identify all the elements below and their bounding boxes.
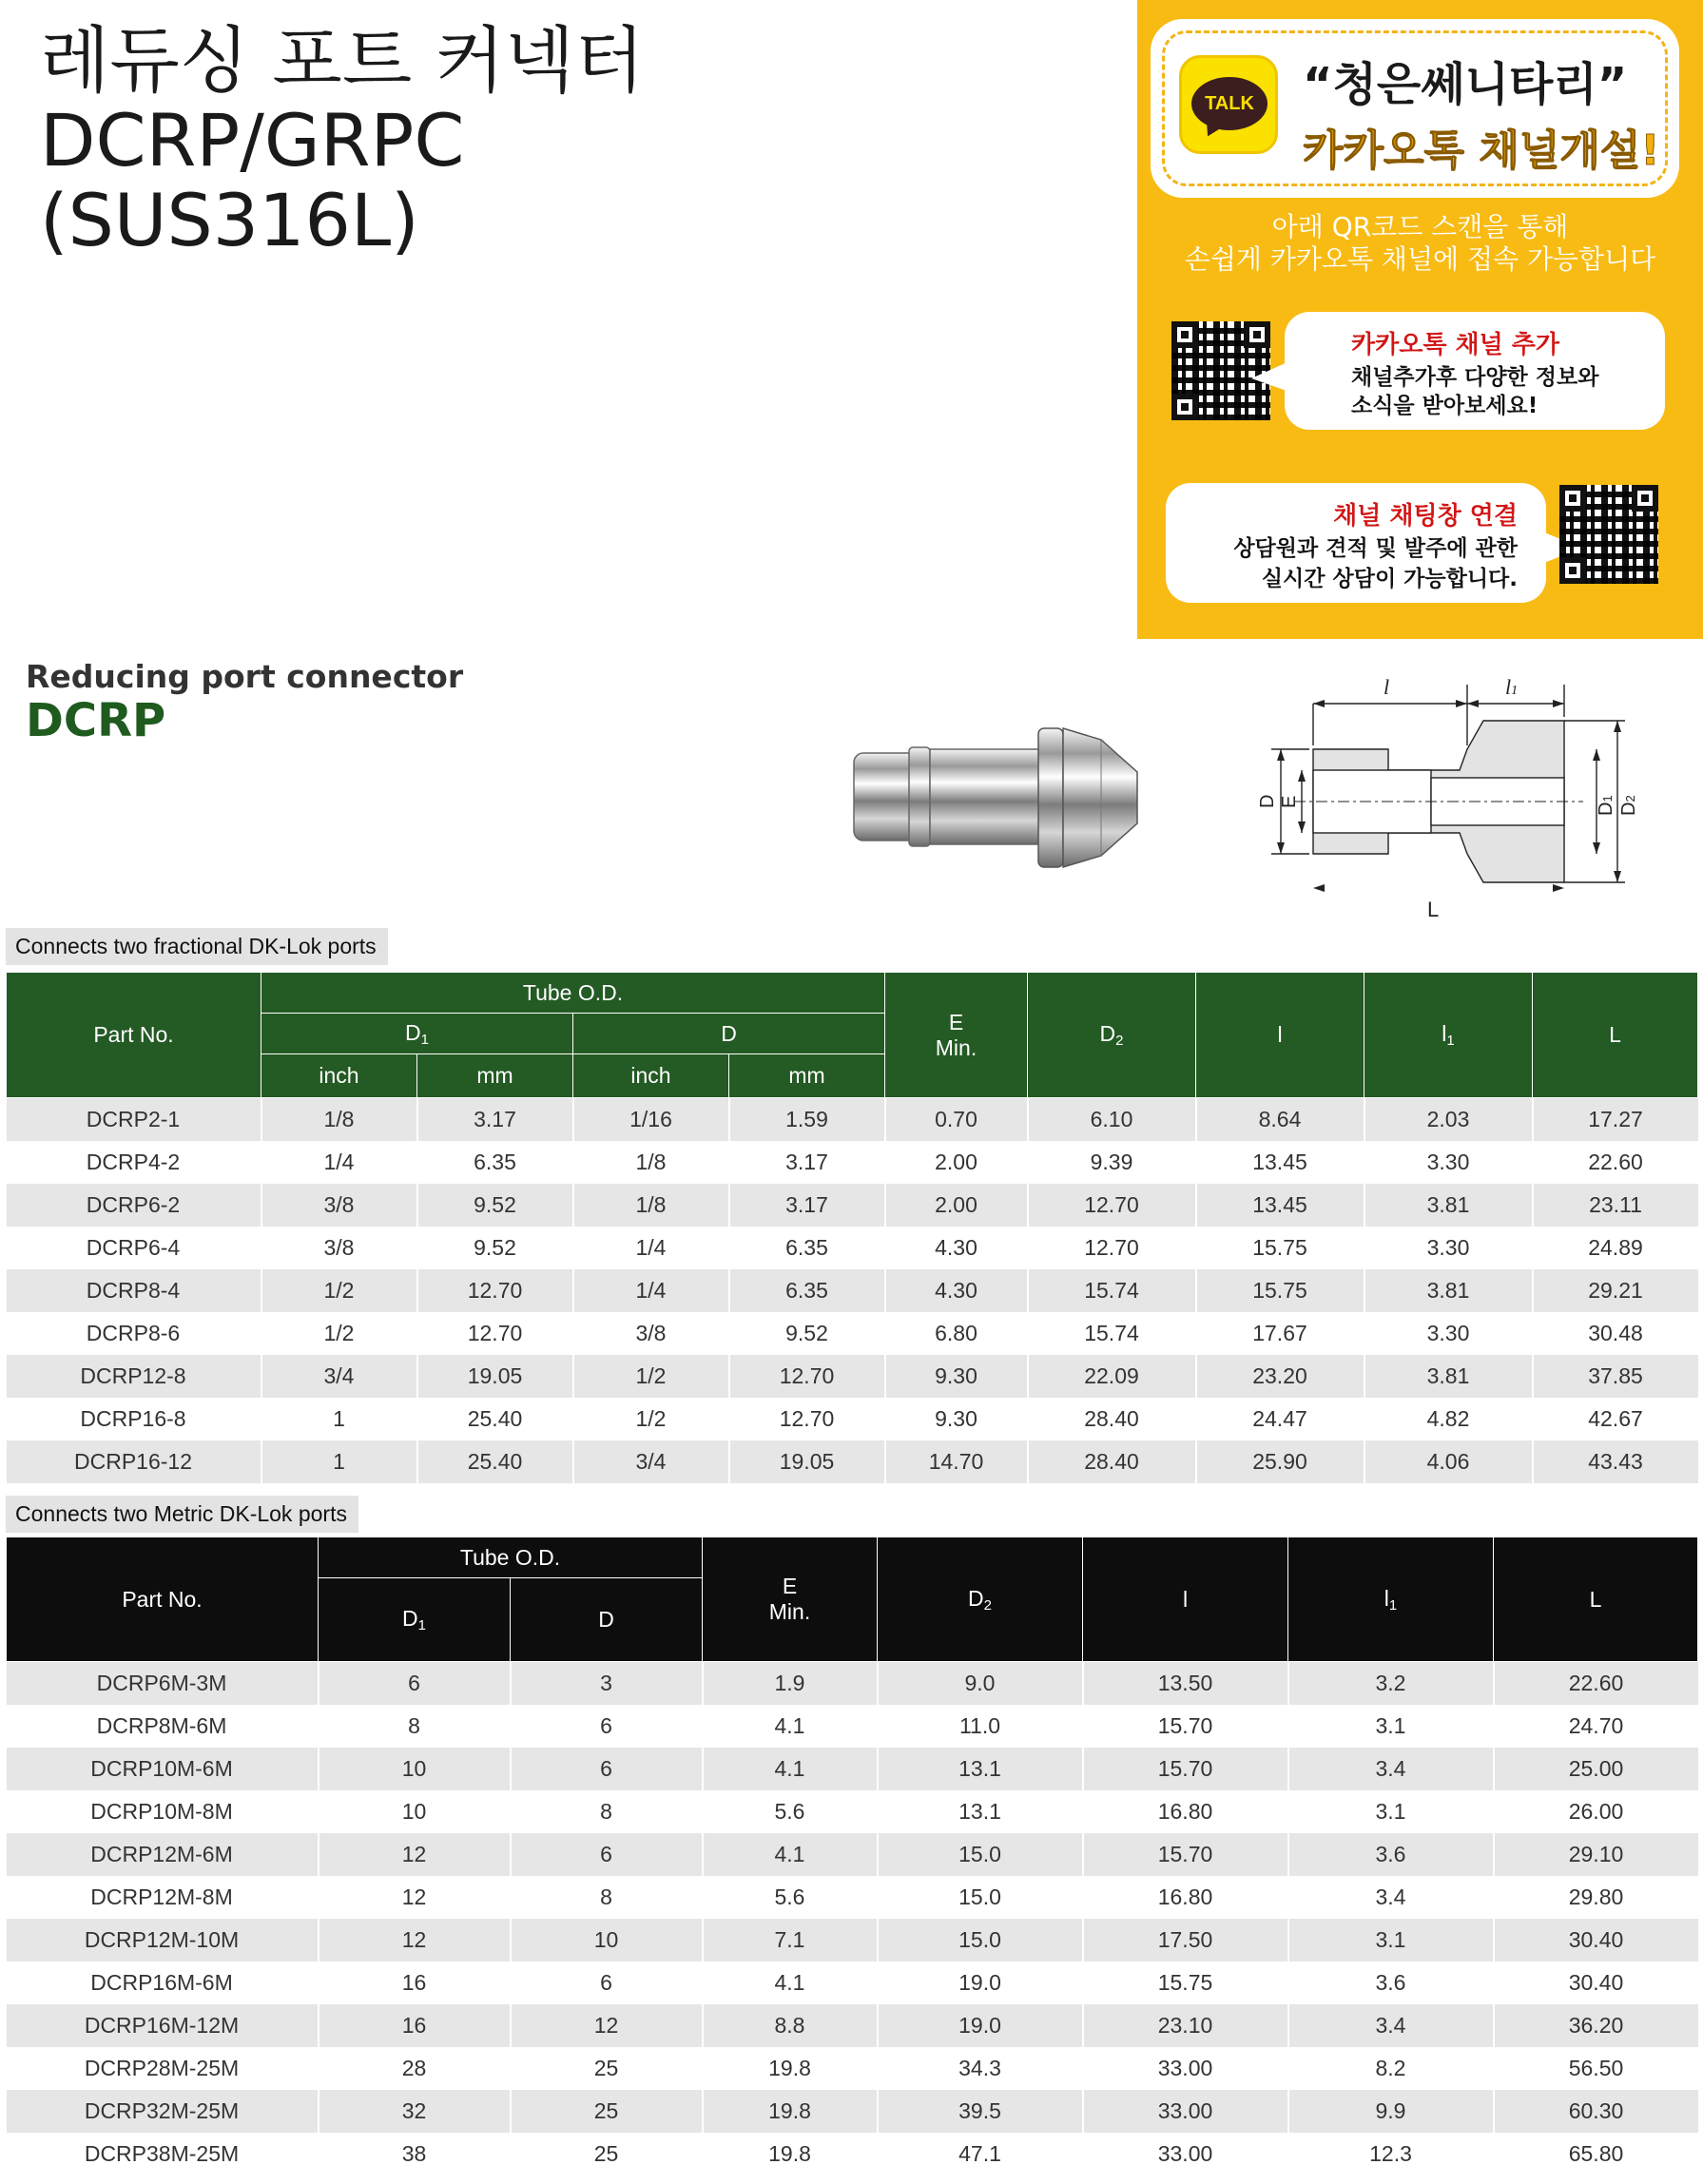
table-cell: 6 — [511, 1705, 703, 1748]
table-cell: 15.0 — [878, 1833, 1083, 1876]
col-tube-od: Tube O.D. — [261, 973, 885, 1014]
table-cell: 3.17 — [417, 1098, 573, 1141]
table-cell: 15.75 — [1196, 1269, 1364, 1312]
table-cell: 3.6 — [1288, 1962, 1494, 2004]
table-cell: 3.81 — [1364, 1355, 1533, 1398]
part-number-cell: DCRP12-8 — [7, 1355, 261, 1398]
table-cell: 8 — [511, 1876, 703, 1919]
table-cell: 13.1 — [878, 1748, 1083, 1790]
col-tube-od: Tube O.D. — [319, 1537, 703, 1578]
part-number-cell: DCRP12M-10M — [7, 1919, 319, 1962]
table-cell: 28.40 — [1028, 1440, 1196, 1483]
table-cell: 6.35 — [729, 1269, 885, 1312]
qr-finder — [1559, 485, 1586, 512]
table-cell: 3.17 — [729, 1141, 885, 1184]
table-cell: 23.11 — [1533, 1184, 1698, 1227]
table-cell: 15.70 — [1083, 1705, 1288, 1748]
table-cell: 3 — [511, 1662, 703, 1705]
table-cell: 15.70 — [1083, 1748, 1288, 1790]
table-cell: 1.59 — [729, 1098, 885, 1141]
table-cell: 36.20 — [1494, 2004, 1698, 2047]
part-number-cell: DCRP38M-25M — [7, 2133, 319, 2175]
table-cell: 19.0 — [878, 2004, 1083, 2047]
table-cell: 25.40 — [417, 1440, 573, 1483]
kakao-channel-card — [1151, 19, 1679, 198]
table-cell: 15.74 — [1028, 1312, 1196, 1355]
table-cell: 2.00 — [885, 1184, 1028, 1227]
table-cell: 9.52 — [729, 1312, 885, 1355]
table-cell: 1/2 — [573, 1355, 729, 1398]
table-cell: 13.45 — [1196, 1141, 1364, 1184]
product-code: DCRP — [26, 694, 166, 747]
col-l1: $l_1$ — [1364, 973, 1533, 1098]
table-cell: 1/16 — [573, 1098, 729, 1141]
col-d-mm: mm — [729, 1054, 885, 1098]
table-cell: 12.70 — [1028, 1227, 1196, 1269]
dim-L-label: L — [1427, 898, 1440, 921]
page-title — [40, 18, 645, 262]
table-row — [7, 1833, 1698, 1876]
table-cell: 3.30 — [1364, 1227, 1533, 1269]
table-cell: 12.70 — [729, 1398, 885, 1440]
table-cell: 3/4 — [261, 1355, 417, 1398]
part-number-cell: DCRP8-6 — [7, 1312, 261, 1355]
table-cell: 56.50 — [1494, 2047, 1698, 2090]
table-row — [7, 1184, 1698, 1227]
table-cell: 6 — [319, 1662, 511, 1705]
table-cell: 19.0 — [878, 1962, 1083, 2004]
table-cell: 10 — [511, 1919, 703, 1962]
chat-channel-line1: 상담원과 견적 및 발주에 관한 — [1233, 536, 1518, 561]
table-cell: 23.20 — [1196, 1355, 1364, 1398]
table-cell: 3.81 — [1364, 1269, 1533, 1312]
table-cell: 37.85 — [1533, 1355, 1698, 1398]
table-cell: 3.1 — [1288, 1705, 1494, 1748]
part-number-cell: DCRP16-12 — [7, 1440, 261, 1483]
fractional-spec-table — [6, 972, 1698, 1483]
table-cell: 25 — [511, 2133, 703, 2175]
table-cell: 1.9 — [703, 1662, 878, 1705]
qr-finder — [1244, 321, 1270, 348]
table-row — [7, 1398, 1698, 1440]
table-cell: 7.1 — [703, 1919, 878, 1962]
table-cell: 65.80 — [1494, 2133, 1698, 2175]
banner-description — [1137, 211, 1703, 276]
table-cell: 33.00 — [1083, 2090, 1288, 2133]
qr-finder — [1632, 485, 1658, 512]
table-cell: 19.05 — [417, 1355, 573, 1398]
table-cell: 3.4 — [1288, 1748, 1494, 1790]
table-row — [7, 1748, 1698, 1790]
table-cell: 6 — [511, 1833, 703, 1876]
add-channel-line2: 소식을 받아보세요! — [1351, 394, 1539, 418]
part-number-cell: DCRP10M-6M — [7, 1748, 319, 1790]
metric-caption: Connects two Metric DK-Lok ports — [6, 1496, 358, 1533]
part-number-cell: DCRP12M-6M — [7, 1833, 319, 1876]
add-channel-bubble — [1285, 312, 1665, 430]
table-cell: 1/4 — [573, 1227, 729, 1269]
table-row — [7, 1790, 1698, 1833]
table-cell: 0.70 — [885, 1098, 1028, 1141]
col-d: D — [573, 1014, 885, 1054]
qr-finder — [1559, 557, 1586, 584]
add-channel-title: 카카오톡 채널 추가 — [1351, 331, 1560, 359]
chat-channel-bubble — [1166, 483, 1546, 603]
product-photo — [852, 715, 1147, 886]
chat-channel-line2: 실시간 상담이 가능합니다. — [1261, 567, 1518, 591]
qr-code-chat[interactable] — [1559, 485, 1658, 584]
table-cell: 25 — [511, 2090, 703, 2133]
table-cell: 13.50 — [1083, 1662, 1288, 1705]
table-cell: 9.39 — [1028, 1141, 1196, 1184]
table-cell: 1/8 — [573, 1184, 729, 1227]
table-row — [7, 1440, 1698, 1483]
fractional-table-body — [7, 1098, 1698, 1483]
table-cell: 19.05 — [729, 1440, 885, 1483]
table-cell: 25.00 — [1494, 1748, 1698, 1790]
table-cell: 8.64 — [1196, 1098, 1364, 1141]
table-cell: 15.70 — [1083, 1833, 1288, 1876]
table-cell: 28 — [319, 2047, 511, 2090]
table-cell: 25.40 — [417, 1398, 573, 1440]
table-cell: 12.70 — [1028, 1184, 1196, 1227]
talk-bubble-icon: TALK — [1191, 77, 1268, 130]
part-number-cell: DCRP12M-8M — [7, 1876, 319, 1919]
table-row — [7, 2133, 1698, 2175]
col-d2: $D_2$ — [878, 1537, 1083, 1662]
col-l: l — [1196, 973, 1364, 1098]
part-number-cell: DCRP8M-6M — [7, 1705, 319, 1748]
table-cell: 6.80 — [885, 1312, 1028, 1355]
table-cell: 38 — [319, 2133, 511, 2175]
table-cell: 22.60 — [1494, 1662, 1698, 1705]
table-row — [7, 1227, 1698, 1269]
table-cell: 1/4 — [573, 1269, 729, 1312]
table-cell: 9.0 — [878, 1662, 1083, 1705]
table-row — [7, 1662, 1698, 1705]
table-cell: 32 — [319, 2090, 511, 2133]
channel-open-text: 카카오톡 채널개설! — [1303, 126, 1660, 175]
col-d1: $D_1$ — [261, 1014, 573, 1054]
table-cell: 12 — [319, 1919, 511, 1962]
table-cell: 8.8 — [703, 2004, 878, 2047]
table-cell: 12 — [319, 1876, 511, 1919]
table-cell: 24.70 — [1494, 1705, 1698, 1748]
table-cell: 4.1 — [703, 1962, 878, 2004]
table-cell: 25 — [511, 2047, 703, 2090]
table-cell: 4.82 — [1364, 1398, 1533, 1440]
table-cell: 1/8 — [261, 1098, 417, 1141]
table-cell: 19.8 — [703, 2047, 878, 2090]
table-cell: 33.00 — [1083, 2133, 1288, 2175]
table-cell: 16.80 — [1083, 1876, 1288, 1919]
table-cell: 6.10 — [1028, 1098, 1196, 1141]
table-cell: 4.06 — [1364, 1440, 1533, 1483]
table-cell: 23.10 — [1083, 2004, 1288, 2047]
table-cell: 12.70 — [417, 1312, 573, 1355]
table-cell: 33.00 — [1083, 2047, 1288, 2090]
table-cell: 1 — [261, 1440, 417, 1483]
part-number-cell: DCRP2-1 — [7, 1098, 261, 1141]
table-cell: 2.03 — [1364, 1098, 1533, 1141]
table-row — [7, 1876, 1698, 1919]
table-cell: 13.1 — [878, 1790, 1083, 1833]
fractional-caption: Connects two fractional DK-Lok ports — [6, 928, 388, 965]
table-cell: 30.48 — [1533, 1312, 1698, 1355]
table-cell: 8 — [511, 1790, 703, 1833]
table-cell: 9.9 — [1288, 2090, 1494, 2133]
table-cell: 16.80 — [1083, 1790, 1288, 1833]
table-cell: 30.40 — [1494, 1962, 1698, 2004]
table-cell: 12.70 — [417, 1269, 573, 1312]
col-L: L — [1494, 1537, 1698, 1662]
table-cell: 3.6 — [1288, 1833, 1494, 1876]
col-L: L — [1533, 973, 1698, 1098]
table-cell: 22.09 — [1028, 1355, 1196, 1398]
dim-l1-label: l1 — [1505, 675, 1519, 699]
table-cell: 3.17 — [729, 1184, 885, 1227]
part-number-cell: DCRP6-2 — [7, 1184, 261, 1227]
table-cell: 28.40 — [1028, 1398, 1196, 1440]
table-cell: 4.30 — [885, 1227, 1028, 1269]
kakaotalk-icon — [1179, 55, 1278, 154]
table-cell: 4.30 — [885, 1269, 1028, 1312]
table-cell: 3.81 — [1364, 1184, 1533, 1227]
table-cell: 2.00 — [885, 1141, 1028, 1184]
table-cell: 42.67 — [1533, 1398, 1698, 1440]
table-cell: 17.50 — [1083, 1919, 1288, 1962]
table-cell: 26.00 — [1494, 1790, 1698, 1833]
chat-channel-title: 채널 채팅창 연결 — [1333, 502, 1518, 531]
banner-desc-line2: 손쉽게 카카오톡 채널에 접속 가능합니다 — [1184, 243, 1656, 275]
part-number-cell: DCRP8-4 — [7, 1269, 261, 1312]
table-cell: 17.67 — [1196, 1312, 1364, 1355]
table-cell: 60.30 — [1494, 2090, 1698, 2133]
table-cell: 3.1 — [1288, 1919, 1494, 1962]
table-cell: 12.70 — [729, 1355, 885, 1398]
col-l1: $l_1$ — [1288, 1537, 1494, 1662]
part-number-cell: DCRP10M-8M — [7, 1790, 319, 1833]
table-row — [7, 1269, 1698, 1312]
table-cell: 1/8 — [573, 1141, 729, 1184]
table-cell: 3.30 — [1364, 1312, 1533, 1355]
table-cell: 15.0 — [878, 1919, 1083, 1962]
table-cell: 3/8 — [261, 1227, 417, 1269]
metric-table-body — [7, 1662, 1698, 2175]
dim-E-label: E — [1279, 795, 1300, 808]
channel-name: “청은쎄니타리” — [1303, 58, 1628, 111]
table-cell: 16 — [319, 2004, 511, 2047]
table-cell: 25.90 — [1196, 1440, 1364, 1483]
table-cell: 29.10 — [1494, 1833, 1698, 1876]
title-material: (SUS316L) — [40, 178, 419, 262]
table-cell: 4.1 — [703, 1748, 878, 1790]
table-row — [7, 2047, 1698, 2090]
table-cell: 19.8 — [703, 2133, 878, 2175]
table-cell: 1 — [261, 1398, 417, 1440]
table-cell: 47.1 — [878, 2133, 1083, 2175]
title-korean: 레듀싱 포트 커넥터 — [40, 18, 645, 103]
dim-l-label: l — [1384, 675, 1390, 699]
table-cell: 9.52 — [417, 1227, 573, 1269]
table-cell: 12 — [319, 1833, 511, 1876]
table-cell: 4.1 — [703, 1833, 878, 1876]
table-cell: 5.6 — [703, 1876, 878, 1919]
table-row — [7, 2090, 1698, 2133]
table-row — [7, 1962, 1698, 2004]
col-l: l — [1083, 1537, 1288, 1662]
table-cell: 29.21 — [1533, 1269, 1698, 1312]
col-d1-inch: inch — [261, 1054, 417, 1098]
table-cell: 29.80 — [1494, 1876, 1698, 1919]
col-e-min: E Min. — [703, 1537, 878, 1662]
qr-finder — [1171, 321, 1198, 348]
table-cell: 3.30 — [1364, 1141, 1533, 1184]
part-number-cell: DCRP4-2 — [7, 1141, 261, 1184]
part-number-cell: DCRP6-4 — [7, 1227, 261, 1269]
kakao-channel-banner — [1137, 0, 1703, 639]
table-cell: 16 — [319, 1962, 511, 2004]
col-d1: $D_1$ — [319, 1578, 511, 1662]
table-cell: 4.1 — [703, 1705, 878, 1748]
table-cell: 6.35 — [729, 1227, 885, 1269]
table-cell: 15.0 — [878, 1876, 1083, 1919]
product-name: Reducing port connector — [26, 658, 464, 695]
col-d2: $D_2$ — [1028, 973, 1196, 1098]
col-e-min: E Min. — [885, 973, 1028, 1098]
part-number-cell: DCRP16M-12M — [7, 2004, 319, 2047]
part-number-cell: DCRP6M-3M — [7, 1662, 319, 1705]
table-row — [7, 1098, 1698, 1141]
col-part-no: Part No. — [7, 973, 261, 1098]
table-cell: 1/2 — [261, 1269, 417, 1312]
part-number-cell: DCRP16M-6M — [7, 1962, 319, 2004]
part-number-cell: DCRP32M-25M — [7, 2090, 319, 2133]
table-cell: 9.30 — [885, 1398, 1028, 1440]
table-cell: 6 — [511, 1748, 703, 1790]
table-cell: 1/4 — [261, 1141, 417, 1184]
table-cell: 3.4 — [1288, 2004, 1494, 2047]
bubble-tail — [1251, 361, 1289, 392]
table-cell: 3.4 — [1288, 1876, 1494, 1919]
technical-drawing — [1241, 666, 1669, 922]
table-cell: 14.70 — [885, 1440, 1028, 1483]
table-cell: 22.60 — [1533, 1141, 1698, 1184]
table-cell: 8.2 — [1288, 2047, 1494, 2090]
table-cell: 30.40 — [1494, 1919, 1698, 1962]
table-cell: 39.5 — [878, 2090, 1083, 2133]
table-cell: 3.1 — [1288, 1790, 1494, 1833]
table-cell: 11.0 — [878, 1705, 1083, 1748]
col-part-no: Part No. — [7, 1537, 319, 1662]
table-cell: 10 — [319, 1748, 511, 1790]
table-cell: 3/8 — [573, 1312, 729, 1355]
qr-finder — [1171, 394, 1198, 420]
table-cell: 8 — [319, 1705, 511, 1748]
col-d1-mm: mm — [417, 1054, 573, 1098]
table-row — [7, 1919, 1698, 1962]
table-cell: 34.3 — [878, 2047, 1083, 2090]
table-cell: 3.2 — [1288, 1662, 1494, 1705]
table-row — [7, 2004, 1698, 2047]
metric-spec-table — [6, 1537, 1698, 2175]
table-cell: 15.75 — [1083, 1962, 1288, 2004]
banner-desc-line1: 아래 QR코드 스캔을 통해 — [1271, 211, 1569, 242]
table-cell: 6.35 — [417, 1141, 573, 1184]
table-cell: 24.47 — [1196, 1398, 1364, 1440]
add-channel-line1: 채널추가후 다양한 정보와 — [1351, 365, 1599, 390]
table-row — [7, 1705, 1698, 1748]
dim-D-label: D — [1257, 794, 1278, 808]
table-cell: 10 — [319, 1790, 511, 1833]
table-cell: 12 — [511, 2004, 703, 2047]
table-cell: 5.6 — [703, 1790, 878, 1833]
title-model: DCRP/GRPC — [40, 98, 465, 183]
table-cell: 15.74 — [1028, 1269, 1196, 1312]
dim-D2-label: D2 — [1618, 795, 1639, 816]
table-cell: 19.8 — [703, 2090, 878, 2133]
part-number-cell: DCRP28M-25M — [7, 2047, 319, 2090]
table-cell: 1/2 — [573, 1398, 729, 1440]
dim-D1-label: D1 — [1596, 795, 1616, 816]
table-cell: 24.89 — [1533, 1227, 1698, 1269]
table-cell: 3/4 — [573, 1440, 729, 1483]
table-cell: 9.30 — [885, 1355, 1028, 1398]
table-cell: 1/2 — [261, 1312, 417, 1355]
table-cell: 9.52 — [417, 1184, 573, 1227]
col-d-inch: inch — [573, 1054, 729, 1098]
table-row — [7, 1355, 1698, 1398]
table-cell: 43.43 — [1533, 1440, 1698, 1483]
table-cell: 3/8 — [261, 1184, 417, 1227]
table-cell: 17.27 — [1533, 1098, 1698, 1141]
table-cell: 12.3 — [1288, 2133, 1494, 2175]
table-row — [7, 1312, 1698, 1355]
part-number-cell: DCRP16-8 — [7, 1398, 261, 1440]
table-row — [7, 1141, 1698, 1184]
table-cell: 15.75 — [1196, 1227, 1364, 1269]
table-cell: 6 — [511, 1962, 703, 2004]
table-cell: 13.45 — [1196, 1184, 1364, 1227]
col-d: D — [511, 1578, 703, 1662]
